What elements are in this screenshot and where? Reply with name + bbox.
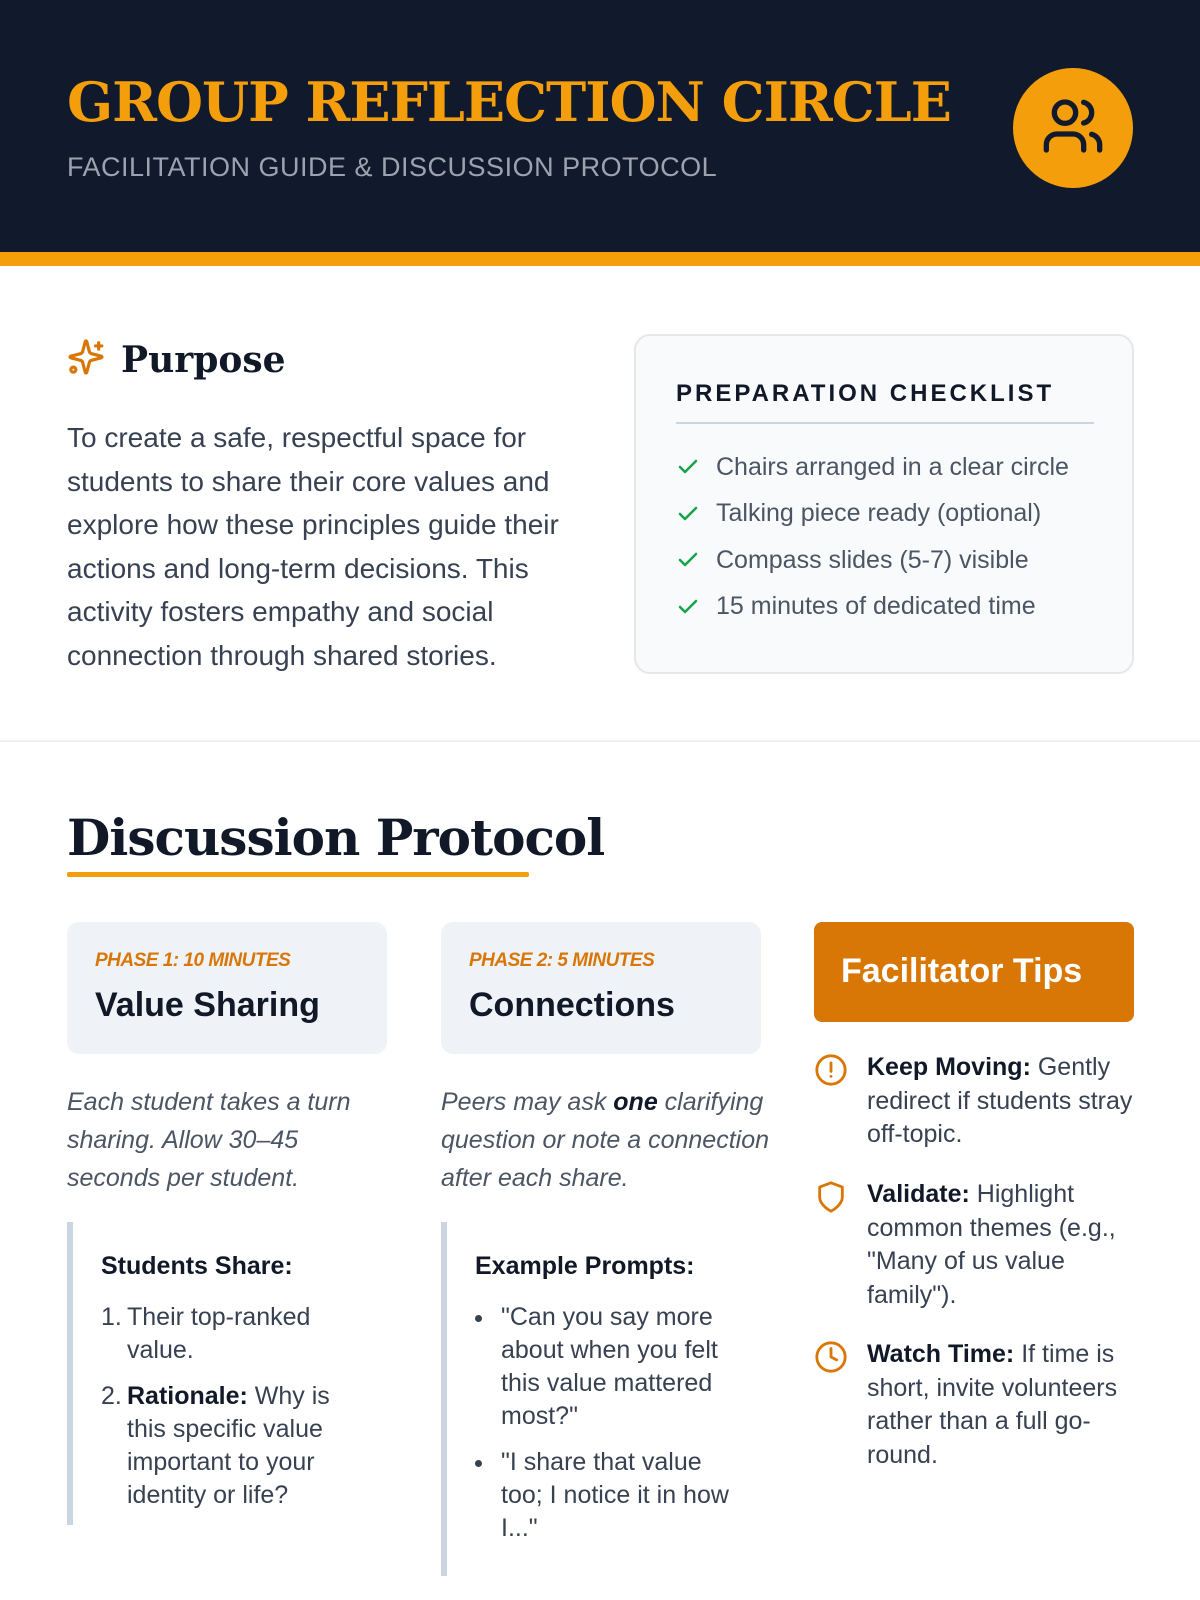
tip-body: If time is short, invite volunteers rather than a full go-round.: [867, 1340, 1118, 1469]
section-divider: [0, 740, 1200, 742]
list-number: 1.: [101, 1303, 122, 1331]
list-item-text: Their top-ranked value.: [127, 1303, 311, 1364]
header-accent-bar: [0, 252, 1200, 266]
tip-body: Highlight common themes (e.g., "Many of us value family").: [867, 1180, 1116, 1309]
facilitator-tips-card: [814, 922, 1134, 1022]
phase-2-description-text: Peers may ask: [441, 1088, 614, 1116]
document-title: GROUP REFLECTION CIRCLE: [67, 70, 951, 134]
clock-icon: [814, 1338, 867, 1472]
preparation-checklist: [634, 334, 1134, 674]
sparkles-icon: [67, 338, 105, 381]
phase-1-card: [67, 922, 387, 1054]
phase-2-callout: [441, 1222, 741, 1576]
list-item-text: Why is this specific value important to your identity or life?: [127, 1382, 330, 1509]
tip-item: [814, 1178, 1134, 1312]
checklist-item-label: 15 minutes of dedicated time: [716, 592, 1036, 621]
tip-body: Gently redirect if students stray off-topic.: [867, 1053, 1133, 1148]
phase-2-description-text: clarifying question or note a connection after each share.: [441, 1088, 770, 1192]
phase-2-callout-title: Example Prompts:: [475, 1252, 695, 1280]
check-icon: [676, 595, 716, 619]
tip-text: [867, 1178, 1134, 1312]
phase-2-label: PHASE 2: 5 MINUTES: [469, 950, 655, 971]
checklist-item-label: Talking piece ready (optional): [716, 499, 1042, 528]
tip-text: [867, 1051, 1134, 1152]
phase-1-label: PHASE 1: 10 MINUTES: [95, 950, 291, 971]
purpose-title: Purpose: [121, 338, 286, 381]
phase-1-name: Value Sharing: [95, 986, 320, 1024]
list-item: "I share that value too; I notice it in how I...": [475, 1446, 741, 1545]
list-number: 2.: [101, 1382, 122, 1410]
checklist-item: [676, 584, 1069, 631]
example-prompts-list: [475, 1301, 741, 1545]
students-share-list: [101, 1301, 367, 1512]
list-item-label: Rationale:: [127, 1382, 248, 1410]
checklist-item: [676, 444, 1069, 491]
tip-item: [814, 1051, 1134, 1152]
facilitator-tips-title: Facilitator Tips: [841, 952, 1083, 990]
phase-1-description: Each student takes a turn sharing. Allow 30–45 seconds per student.: [67, 1088, 351, 1192]
purpose-heading: [67, 338, 286, 381]
checklist-item: [676, 491, 1069, 538]
phase-2-card: [441, 922, 761, 1054]
check-icon: [676, 548, 716, 572]
protocol-title-underline: [67, 872, 529, 877]
protocol-title: Discussion Protocol: [67, 808, 605, 867]
phase-1-callout-title: Students Share:: [101, 1252, 293, 1280]
purpose-body: To create a safe, respectful space for students to share their core values and explore how these principles guide their actions and long-term decisions. This activity fosters empathy and social connection through shared stories.: [67, 422, 559, 671]
alert-circle-icon: [814, 1051, 867, 1152]
list-item: [101, 1301, 367, 1367]
tip-label: Validate:: [867, 1180, 970, 1208]
phase-2-name: Connections: [469, 986, 675, 1024]
checklist-item-label: Chairs arranged in a clear circle: [716, 452, 1069, 481]
check-icon: [676, 455, 716, 479]
phase-2-description-emphasis: one: [613, 1088, 658, 1116]
tip-label: Watch Time:: [867, 1340, 1015, 1368]
tip-label: Keep Moving:: [867, 1053, 1031, 1081]
users-icon: [1041, 94, 1105, 163]
checklist-item-label: Compass slides (5-7) visible: [716, 545, 1029, 574]
checklist-item: [676, 537, 1069, 584]
list-item: "Can you say more about when you felt this value mattered most?": [475, 1301, 741, 1433]
tip-item: [814, 1338, 1134, 1472]
checklist-divider: [676, 422, 1094, 424]
shield-icon: [814, 1178, 867, 1312]
checklist-title: PREPARATION CHECKLIST: [676, 380, 1055, 407]
phase-1-callout: [67, 1222, 367, 1525]
tip-text: [867, 1338, 1134, 1472]
header-banner: [0, 0, 1200, 252]
users-badge: [1013, 68, 1133, 188]
checklist-items: [676, 444, 1069, 630]
check-icon: [676, 502, 716, 526]
list-item: [101, 1380, 367, 1512]
phase-2-description: [441, 1083, 771, 1197]
document-subtitle: FACILITATION GUIDE & DISCUSSION PROTOCOL: [67, 152, 718, 182]
